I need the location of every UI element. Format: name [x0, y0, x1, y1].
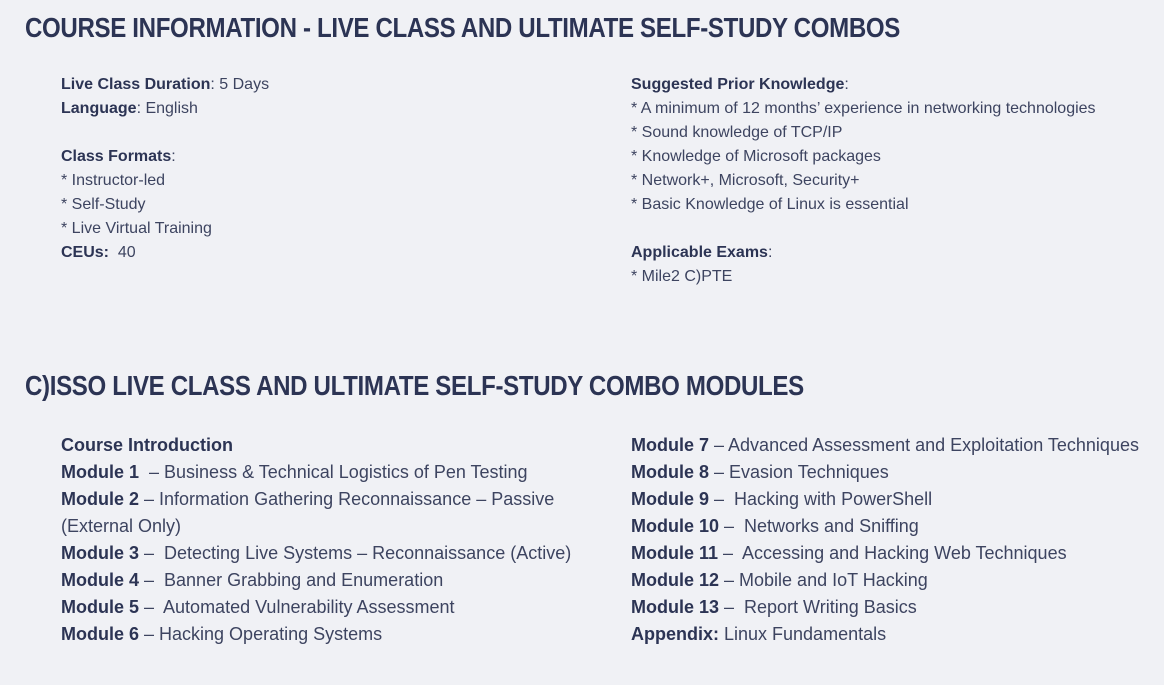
prior-knowledge-row	[631, 73, 1151, 97]
module-label: Module 12	[631, 570, 720, 590]
module-title: – Networks and Sniffing	[719, 516, 919, 536]
duration-label: Live Class Duration	[61, 76, 211, 93]
module-title: – Business & Technical Logistics of Pen Testing	[139, 462, 528, 482]
module-label: Module 8	[631, 462, 710, 482]
duration-value: : 5 Days	[210, 76, 270, 93]
module-label: Module 2	[61, 489, 140, 509]
appendix-label: Appendix:	[631, 624, 719, 644]
module-item	[631, 594, 1161, 621]
module-item	[61, 621, 601, 648]
module-title: – Banner Grabbing and Enumeration	[139, 570, 444, 590]
appendix-item	[631, 621, 1161, 648]
prior-knowledge-item: * Knowledge of Microsoft packages	[631, 148, 881, 165]
format-item: * Self-Study	[61, 196, 146, 213]
module-item	[631, 459, 1161, 486]
language-label: Language	[61, 100, 137, 117]
module-label: Module 13	[631, 597, 720, 617]
duration-row	[61, 73, 581, 97]
language-row	[61, 97, 581, 121]
module-label: Module 5	[61, 597, 140, 617]
module-title: – Report Writing Basics	[719, 597, 917, 617]
course-information-heading: COURSE INFORMATION - LIVE CLASS AND ULTIMATE SELF-STUDY COMBOS	[25, 12, 900, 43]
modules-left-column	[61, 432, 601, 648]
module-label: Module 3	[61, 543, 140, 563]
module-item	[61, 486, 601, 513]
language-value: : English	[136, 100, 198, 117]
module-item	[631, 513, 1161, 540]
module-label: Module 9	[631, 489, 710, 509]
module-label: Course Introduction	[61, 435, 233, 455]
module-title: – Advanced Assessment and Exploitation Techniques	[709, 435, 1139, 455]
exam-item: * Mile2 C)PTE	[631, 268, 733, 285]
module-item	[631, 486, 1161, 513]
formats-colon: :	[171, 148, 176, 165]
module-title: – Hacking Operating Systems	[139, 624, 383, 644]
module-title: – Information Gathering Reconnaissance – Passive	[139, 489, 555, 509]
format-item: * Instructor-led	[61, 172, 166, 189]
course-info-left-column	[61, 73, 581, 265]
modules-right-column	[631, 432, 1161, 648]
module-item	[61, 432, 601, 459]
module-item	[61, 567, 601, 594]
module-label: Module 7	[631, 435, 710, 455]
module-item	[61, 459, 601, 486]
module-title: – Mobile and IoT Hacking	[719, 570, 928, 590]
module-title: – Evasion Techniques	[709, 462, 889, 482]
course-info-right-column	[631, 73, 1151, 289]
module-title: – Detecting Live Systems – Reconnaissance (Active)	[139, 543, 572, 563]
prior-knowledge-item: * Sound knowledge of TCP/IP	[631, 124, 843, 141]
format-item: * Live Virtual Training	[61, 220, 212, 237]
module-label: Module 1	[61, 462, 140, 482]
exams-colon: :	[767, 244, 773, 261]
formats-row	[61, 145, 581, 169]
module-item	[61, 540, 601, 567]
ceus-row	[61, 241, 581, 265]
exams-row	[631, 241, 1151, 265]
prior-knowledge-item: * Basic Knowledge of Linux is essential	[631, 196, 909, 213]
prior-knowledge-item: * Network+, Microsoft, Security+	[631, 172, 860, 189]
formats-label: Class Formats	[61, 148, 172, 165]
module-item	[631, 540, 1161, 567]
ceus-label: CEUs:	[61, 244, 110, 261]
prior-colon: :	[844, 76, 849, 93]
prior-knowledge-label: Suggested Prior Knowledge	[631, 76, 845, 93]
module-label: Module 6	[61, 624, 140, 644]
module-title: – Hacking with PowerShell	[709, 489, 933, 509]
module-item	[631, 567, 1161, 594]
module-item	[61, 594, 601, 621]
ceus-value: 40	[109, 244, 136, 261]
exams-label: Applicable Exams	[631, 244, 768, 261]
module-item-continued	[61, 513, 601, 540]
modules-heading: C)ISSO LIVE CLASS AND ULTIMATE SELF-STUDY COMBO MODULES	[25, 370, 804, 401]
module-item	[631, 432, 1161, 459]
module-title: – Accessing and Hacking Web Techniques	[718, 543, 1067, 563]
module-label: Module 10	[631, 516, 720, 536]
prior-knowledge-item: * A minimum of 12 months’ experience in networking technologies	[631, 100, 1096, 117]
appendix-title: Linux Fundamentals	[719, 624, 887, 644]
module-label: Module 11	[631, 543, 719, 563]
module-label: Module 4	[61, 570, 140, 590]
module-title: (External Only)	[61, 516, 182, 536]
module-title: – Automated Vulnerability Assessment	[139, 597, 455, 617]
